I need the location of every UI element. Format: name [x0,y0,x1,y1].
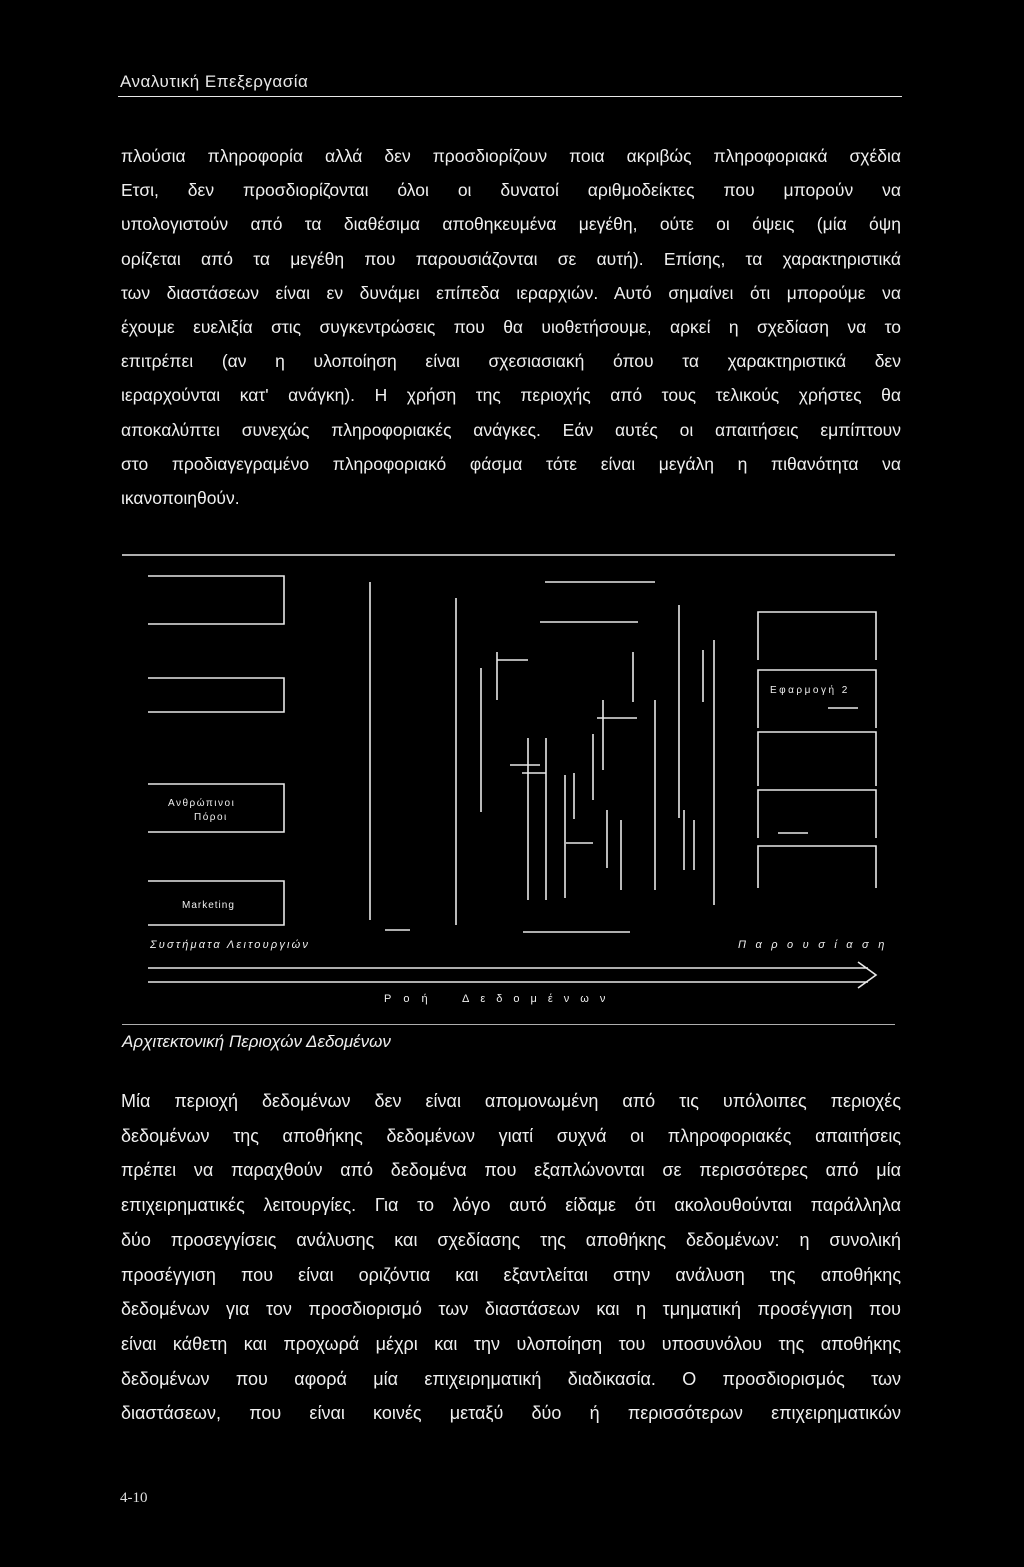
text-line: ορίζεται από τα μεγέθη που παρουσιάζονται σε αυτή). Επίσης, τα χαρακτηριστικά [121,248,901,269]
label-operational-systems: Συστήματα Λειτουργιών [150,939,311,951]
paragraph-top [121,139,901,515]
label-application-2: Εφαρμογή 2 [770,685,850,696]
text-line: Μία περιοχή δεδομένων δεν είναι απομονωμένη από τις υπόλοιπες περιοχές [121,1091,901,1111]
text-line: υπολογιστούν από τα διαθέσιμα αποθηκευμένα μεγέθη, ούτε οι όψεις (μία όψη [121,214,901,235]
label-presentation: Παρουσίαση [738,939,894,951]
label-marketing: Marketing [182,900,235,911]
left-box-2 [148,678,284,712]
paragraph-bottom [121,1084,901,1431]
right-box-1 [758,612,876,660]
text-line: πρέπει να παραχθούν από δεδομένα που εξαπλώνονται σε περισσότερες από μία [121,1160,901,1181]
label-human-resources-2: Πόροι [194,812,228,823]
text-line: διαστάσεων, που είναι κοινές μεταξύ δύο ή περισσότερων επιχειρηματικών [121,1403,901,1424]
text-line: είναι κάθετη και προχωρά μέχρι και την υλοποίηση του υποσυνόλου της αποθήκης [121,1333,901,1354]
text-line: δεδομένων για τον προσδιορισμό των διαστάσεων και η τμηματική προσέγγιση που [121,1299,901,1320]
text-line: προσέγγιση που είναι οριζόντια και εξαντλείται στην ανάλυση της αποθήκης [121,1264,901,1285]
text-line: των διαστάσεων είναι εν δυνάμει επίπεδα ιεραρχιών. Αυτό σημαίνει ότι μπορούμε να [121,282,901,303]
text-line: επιτρέπει (αν η υλοποίηση είναι σχεσιασιακή όπου τα χαρακτηριστικά δεν [121,351,901,372]
label-human-resources-1: Ανθρώπινοι [168,798,236,809]
text-line: δεδομένων που αφορά μία επιχειρηματική διαδικασία. Ο προσδιορισμός των [121,1368,901,1389]
right-box-4 [758,790,876,838]
text-line: Ετσι, δεν προσδιορίζονται όλοι οι δυνατοί αριθμοδείκτες που μπορούν να [121,180,901,201]
label-data-flow-1: Ροή [384,993,440,1005]
left-box-1 [148,576,284,624]
text-line: αποκαλύπτει συνεχώς πληροφοριακές ανάγκες. Εάν αυτές οι απαιτήσεις εμπίπτουν [121,419,901,440]
right-box-5 [758,846,876,888]
text-line: δύο προσεγγίσεις ανάλυσης και σχεδίασης της αποθήκης δεδομένων: η συνολική [121,1229,901,1250]
page-number: 4-10 [120,1490,148,1506]
data-mart-architecture-diagram [0,540,1024,1025]
text-line: επιχειρηματικές λειτουργίες. Για το λόγο αυτό είδαμε ότι ακολουθούνται παράλληλα [121,1195,901,1216]
header-rule [118,96,902,97]
running-header: Αναλυτική Επεξεργασία [120,72,309,91]
text-line: ικανοποιηθούν. [121,488,240,509]
figure-caption: Αρχιτεκτονική Περιοχών Δεδομένων [122,1032,391,1051]
right-box-3 [758,732,876,786]
right-box-application-2 [758,670,876,728]
text-line: ιεραρχούνται κατ' ανάγκη). Η χρήση της περιοχής από τους τελικούς χρήστες θα [121,385,901,406]
text-line: στο προδιαγεγραμένο πληροφοριακό φάσμα τότε είναι μεγάλη η πιθανότητα να [121,453,901,474]
label-data-flow-2: Δεδομένων [462,993,617,1005]
text-line: έχουμε ευελιξία στις συγκεντρώσεις που θα υιοθετήσουμε, αρκεί η σχεδίαση να το [121,317,901,338]
text-line: πλούσια πληροφορία αλλά δεν προσδιορίζουν ποια ακριβώς πληροφοριακά σχέδια [121,146,901,166]
text-line: δεδομένων της αποθήκης δεδομένων γιατί συχνά οι πληροφοριακές απαιτήσεις [121,1125,901,1146]
data-flow-arrowhead [858,962,876,988]
